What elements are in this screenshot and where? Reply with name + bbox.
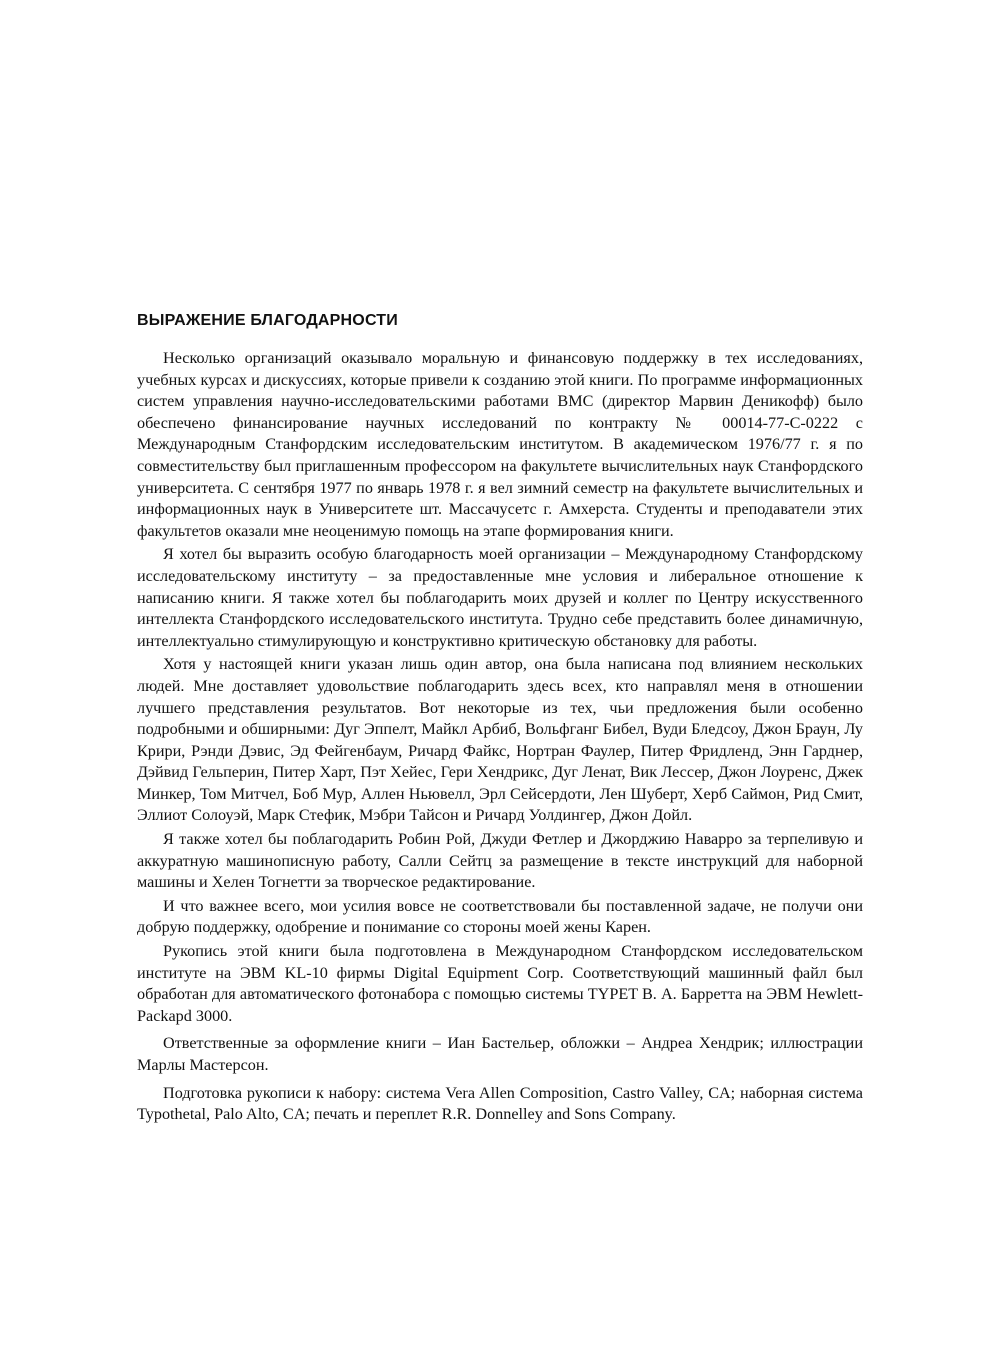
paragraph-typing-thanks: Я также хотел бы поблагодарить Робин Рой, Джуди Фетлер и Джорджию Наварро за терпеливую и аккуратную машинописную работу, Салли Сейтц за размещение в тексте инструкций для наборной машины и Хелен Тогнетти за творческое редактирование. <box>137 830 863 892</box>
acknowledgements-page <box>137 312 863 1128</box>
paragraph-institute-thanks: Я хотел бы выразить особую благодарность моей организации – Международному Станфордскому исследовательскому институту – за предоставленные мне условия и либеральное отношение к написанию книги. Я также хотел бы поблагодарить моих друзей и коллег по Центру искусственного интеллекта Станфордского исследовательского института. Трудно себе представить более динамичную, интеллектуально стимулирующую и конструктивно критическую обстановку для работы. <box>137 545 863 650</box>
paragraph-funding: Несколько организаций оказывало моральную и финансовую поддержку в тех исследованиях, учебных курсах и дискуссиях, которые привели к созданию этой книги. По программе информационных систем управления научно-исследовательскими работами ВМС (директор Марвин Деникофф) было обеспечено финансирование научных исследований по контракту № 00014-77-С-0222 с Международным Станфордским исследовательским институтом. В академическом 1976/77 г. я по совместительству был приглашенным профессором на факультете вычислительных наук Станфордского университета. С сентября 1977 по январь 1978 г. я вел зимний семестр на факультете вычислительных и информационных наук в Университете шт. Массачусетс г. Амхерста. Студенты и преподаватели этих факультетов оказали мне неоценимую помощь на этапе формирования книги. <box>137 349 863 540</box>
section-heading: ВЫРАЖЕНИЕ БЛАГОДАРНОСТИ <box>137 312 398 329</box>
paragraph-wife-thanks: И что важнее всего, мои усилия вовсе не соответствовали бы поставленной задаче, не получи они добрую поддержку, одобрение и понимание со стороны моей жены Карен. <box>137 896 863 937</box>
paragraph-manuscript-preparation: Рукопись этой книги была подготовлена в Международном Станфордском исследовательском институте на ЭВМ KL-10 фирмы Digital Equipment Corp. Соответствующий машинный файл был обработан для автоматического фотонабора с помощью системы TYPET В. А. Барретта на ЭВМ Hewlett-Packapd 3000. <box>137 942 863 1025</box>
paragraph-design-credits: Ответственные за оформление книги – Иан Бастельер, обложки – Андреа Хендрик; иллюстрации Марлы Мастерсон. <box>137 1034 863 1074</box>
paragraph-reviewers: Хотя у настоящей книги указан лишь один автор, она была написана под влиянием нескольких людей. Мне доставляет удовольствие поблагодарить здесь всех, кто направлял меня в отношении лучшего представления результатов. Вот некоторые из тех, чьи предложения были особенно подробными и обширными: Дуг Эппелт, Майкл Арбиб, Вольфганг Бибел, Вуди Бледсоу, Джон Браун, Лу Крири, Рэнди Дэвис, Эд Фейгенбаум, Ричард Файкс, Нортран Фаулер, Питер Фридленд, Энн Гарднер, Дэйвид Гельперин, Питер Харт, Пэт Хейес, Гери Хендрикс, Дуг Ленат, Вик Лессер, Джон Лоуренс, Джек Минкер, Том Митчел, Боб Мур, Аллен Ньювелл, Эрл Сейсердоти, Лен Шуберт, Херб Саймон, Рид Смит, Эллиот Солоуэй, Марк Стефик, Мэбри Тайсон и Ричард Уолдингер, Джон Дойл. <box>137 655 863 825</box>
paragraph-production-credits: Подготовка рукописи к набору: система Vera Allen Composition, Castro Valley, CA; наборная система Typothetal, Palo Alto, CA; печать и переплет R.R. Donnelley and Sons Company. <box>137 1083 863 1124</box>
